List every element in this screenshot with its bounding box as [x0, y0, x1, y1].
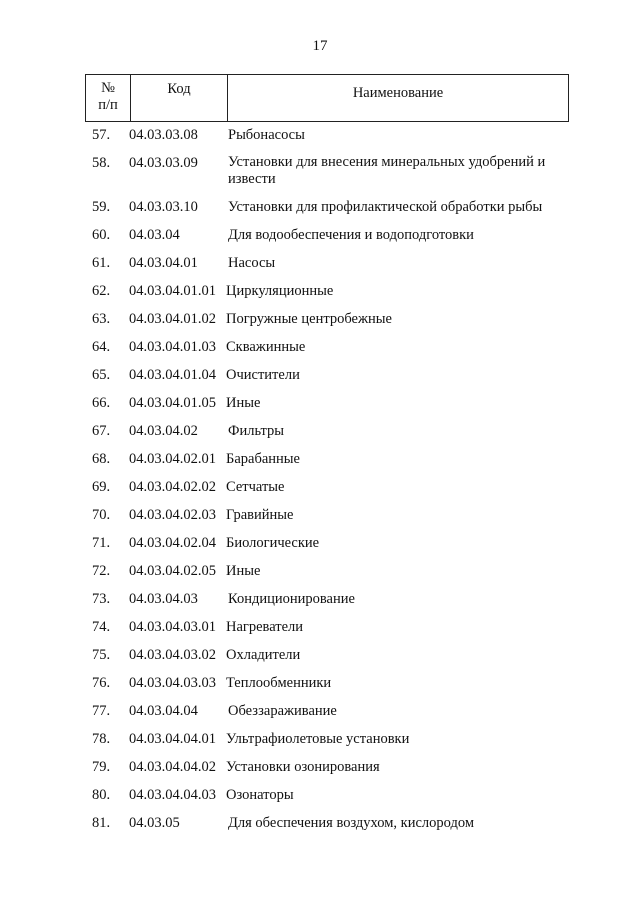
table-row — [0, 366, 640, 394]
header-name-column — [228, 75, 568, 121]
row-name: Охладители — [226, 647, 301, 663]
row-code: 04.03.03.10 — [129, 199, 198, 215]
row-number: 75. — [92, 647, 111, 663]
row-name: Скважинные — [226, 339, 306, 355]
row-code: 04.03.04.01.04 — [129, 367, 216, 383]
table-row — [0, 702, 640, 730]
table-row — [0, 590, 640, 618]
row-code: 04.03.04.01 — [129, 255, 198, 271]
row-number: 80. — [92, 787, 111, 803]
row-code: 04.03.04.04.02 — [129, 759, 216, 775]
row-name: Сетчатые — [226, 479, 285, 495]
row-number: 59. — [92, 199, 111, 215]
row-number: 78. — [92, 731, 111, 747]
row-code: 04.03.04.04.03 — [129, 787, 216, 803]
table-row — [0, 814, 640, 842]
table-row — [0, 730, 640, 758]
row-name: Озонаторы — [226, 787, 294, 803]
row-number: 57. — [92, 127, 111, 143]
header-name-label: Наименование — [352, 85, 444, 101]
row-number: 70. — [92, 507, 111, 523]
row-code: 04.03.04.03.02 — [129, 647, 216, 663]
row-number: 61. — [92, 255, 111, 271]
row-code: 04.03.04.02.01 — [129, 451, 216, 467]
row-code: 04.03.04.01.02 — [129, 311, 216, 327]
row-name: Фильтры — [228, 423, 285, 439]
table-header — [85, 74, 569, 122]
row-name: Установки для внесения минеральных удобрений и извести — [228, 154, 546, 187]
row-code: 04.03.04.02.05 — [129, 563, 216, 579]
row-code: 04.03.05 — [129, 815, 180, 831]
row-name: Ультрафиолетовые установки — [226, 731, 410, 747]
row-code: 04.03.04 — [129, 227, 180, 243]
row-name: Иные — [226, 563, 261, 579]
row-number: 67. — [92, 423, 111, 439]
table-row — [0, 310, 640, 338]
row-code: 04.03.04.03 — [129, 591, 198, 607]
row-name: Нагреватели — [226, 619, 304, 635]
row-number: 76. — [92, 675, 111, 691]
row-number: 60. — [92, 227, 111, 243]
table-row — [0, 618, 640, 646]
row-number: 74. — [92, 619, 111, 635]
row-code: 04.03.04.04.01 — [129, 731, 216, 747]
table-row — [0, 282, 640, 310]
row-number: 71. — [92, 535, 111, 551]
row-code: 04.03.04.01.01 — [129, 283, 216, 299]
row-number: 72. — [92, 563, 111, 579]
row-code: 04.03.04.02.04 — [129, 535, 216, 551]
row-number: 63. — [92, 311, 111, 327]
table-row — [0, 126, 640, 154]
header-num-label: № п/п — [98, 80, 118, 113]
row-code: 04.03.04.03.03 — [129, 675, 216, 691]
row-name: Для обеспечения воздухом, кислородом — [228, 815, 474, 831]
row-name: Циркуляционные — [226, 283, 334, 299]
table-row — [0, 226, 640, 254]
table-row — [0, 646, 640, 674]
table-row — [0, 534, 640, 562]
header-num-column — [86, 75, 131, 121]
table-row — [0, 394, 640, 422]
table-row — [0, 786, 640, 814]
row-number: 68. — [92, 451, 111, 467]
row-number: 62. — [92, 283, 111, 299]
table-row — [0, 198, 640, 226]
row-number: 58. — [92, 155, 111, 171]
table-row — [0, 674, 640, 702]
row-name: Кондиционирование — [228, 591, 355, 607]
row-number: 77. — [92, 703, 111, 719]
row-name: Установки для профилактической обработки рыбы — [228, 199, 543, 215]
header-code-column — [131, 75, 228, 121]
row-code: 04.03.04.03.01 — [129, 619, 216, 635]
row-name: Теплообменники — [226, 675, 332, 691]
row-number: 79. — [92, 759, 111, 775]
table-body — [0, 126, 640, 842]
row-number: 66. — [92, 395, 111, 411]
row-name: Биологические — [226, 535, 320, 551]
row-name: Погружные центробежные — [226, 311, 392, 327]
row-name: Для водообеспечения и водоподготовки — [228, 227, 474, 243]
row-code: 04.03.03.09 — [129, 155, 198, 171]
table-row — [0, 254, 640, 282]
row-name: Гравийные — [226, 507, 294, 523]
row-name: Барабанные — [226, 451, 300, 467]
table-row — [0, 422, 640, 450]
table-row — [0, 478, 640, 506]
table-row — [0, 338, 640, 366]
table-row — [0, 758, 640, 786]
row-number: 81. — [92, 815, 111, 831]
row-code: 04.03.04.02 — [129, 423, 198, 439]
row-name: Очистители — [226, 367, 300, 383]
row-number: 73. — [92, 591, 111, 607]
header-code-label: Код — [167, 81, 191, 97]
row-name: Насосы — [228, 255, 276, 271]
page-number: 17 — [312, 38, 328, 54]
table-row — [0, 154, 640, 198]
row-code: 04.03.04.01.05 — [129, 395, 216, 411]
table-row — [0, 450, 640, 478]
table-row — [0, 506, 640, 534]
row-number: 64. — [92, 339, 111, 355]
row-code: 04.03.04.01.03 — [129, 339, 216, 355]
row-name: Рыбонасосы — [228, 127, 305, 143]
row-code: 04.03.04.02.02 — [129, 479, 216, 495]
row-code: 04.03.03.08 — [129, 127, 198, 143]
row-name: Обеззараживание — [228, 703, 337, 719]
row-code: 04.03.04.04 — [129, 703, 198, 719]
row-number: 65. — [92, 367, 111, 383]
row-name: Установки озонирования — [226, 759, 380, 775]
table-row — [0, 562, 640, 590]
row-code: 04.03.04.02.03 — [129, 507, 216, 523]
row-name: Иные — [226, 395, 261, 411]
row-number: 69. — [92, 479, 111, 495]
